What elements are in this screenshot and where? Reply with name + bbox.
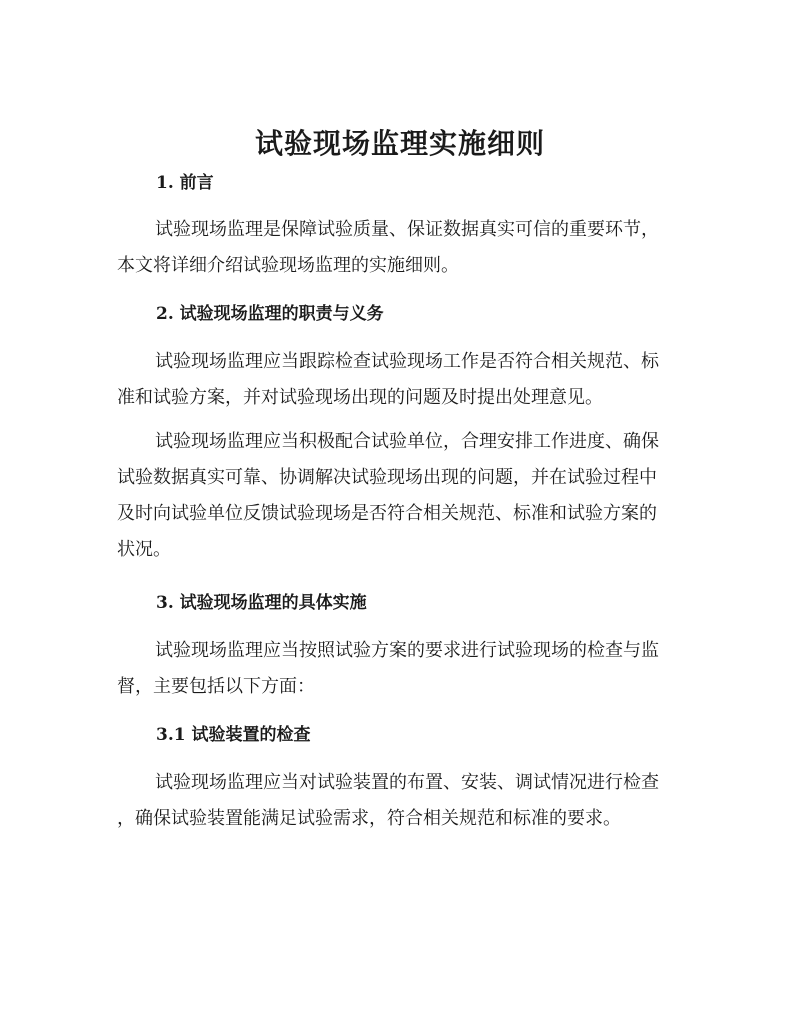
paragraph-line: 试验现场监理应当跟踪检查试验现场工作是否符合相关规范、标	[155, 351, 659, 372]
paragraph-line: 本文将详细介绍试验现场监理的实施细则。	[117, 255, 459, 276]
paragraph-line: 督，主要包括以下方面：	[117, 676, 315, 697]
paragraph-line: 准和试验方案，并对试验现场出现的问题及时提出处理意见。	[117, 387, 603, 408]
section-heading-3: 3. 试验现场监理的具体实施	[156, 593, 367, 613]
paragraph-2-2	[117, 424, 677, 568]
section-heading-1: 1. 前言	[156, 173, 214, 193]
paragraph-3-1	[117, 633, 677, 705]
paragraph-line: 试验现场监理应当对试验装置的布置、安装、调试情况进行检查	[155, 772, 659, 793]
section-heading-3-1: 3.1 试验装置的检查	[156, 725, 311, 745]
paragraph-2-1	[117, 344, 677, 416]
paragraph-line: 试验现场监理是保障试验质量、保证数据真实可信的重要环节，	[155, 219, 659, 240]
paragraph-line: 试验数据真实可靠、协调解决试验现场出现的问题，并在试验过程中	[117, 467, 657, 488]
document-title: 试验现场监理实施细则	[254, 127, 545, 160]
paragraph-line: ，确保试验装置能满足试验需求，符合相关规范和标准的要求。	[117, 808, 621, 829]
paragraph-line: 试验现场监理应当按照试验方案的要求进行试验现场的检查与监	[155, 640, 659, 661]
paragraph-1-1	[117, 212, 677, 284]
paragraph-3-1-1	[117, 765, 677, 837]
paragraph-line: 状况。	[117, 539, 171, 560]
paragraph-line: 及时向试验单位反馈试验现场是否符合相关规范、标准和试验方案的	[117, 503, 657, 524]
section-heading-2: 2. 试验现场监理的职责与义务	[156, 304, 384, 324]
paragraph-line: 试验现场监理应当积极配合试验单位，合理安排工作进度、确保	[155, 431, 659, 452]
